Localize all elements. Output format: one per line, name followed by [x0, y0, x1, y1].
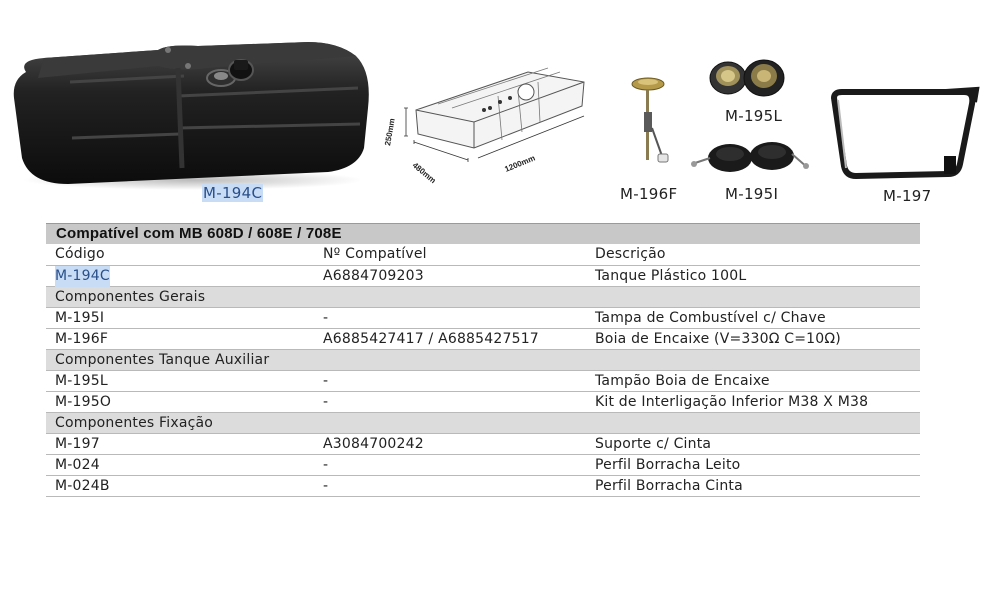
tank-dimension-diagram [378, 62, 604, 194]
fuel-tank-photo [8, 38, 374, 190]
tank-caption: M-194C [203, 184, 263, 202]
row-code: M-195O [55, 394, 112, 410]
section-label: Componentes Tanque Auxiliar [55, 352, 270, 368]
locking-cap-photo [688, 134, 812, 182]
row-compat: - [323, 394, 329, 410]
table-row [46, 455, 920, 476]
table-row [46, 371, 920, 392]
section-header [46, 413, 920, 434]
fuel-sender-photo [628, 72, 674, 182]
row-code: M-195I [55, 310, 105, 326]
section-label: Componentes Gerais [55, 289, 206, 305]
sender-caption: M-196F [620, 185, 678, 203]
row-desc: Kit de Interligação Inferior M38 X M38 [595, 394, 869, 410]
header-code: Código [55, 246, 105, 262]
diagram-height-label: 250mm [383, 117, 397, 147]
row-desc: Boia de Encaixe (V=330Ω C=10Ω) [595, 331, 841, 347]
diagram-depth-label: 480mm [410, 160, 438, 186]
table-row [46, 329, 920, 350]
row-desc: Tampa de Combustível c/ Chave [595, 310, 826, 326]
row-code: M-197 [55, 436, 100, 452]
row-desc: Tanque Plástico 100L [595, 268, 747, 284]
row-code: M-196F [55, 331, 109, 347]
section-header [46, 287, 920, 308]
row-desc: Tampão Boia de Encaixe [595, 373, 770, 389]
table-row [46, 266, 920, 287]
row-compat: A6885427417 / A6885427517 [323, 331, 539, 347]
row-code: M-194C [55, 266, 110, 287]
row-code: M-024B [55, 478, 110, 494]
cap-caption: M-195L [725, 107, 783, 125]
fuel-cap-photo [704, 52, 790, 102]
row-desc: Perfil Borracha Cinta [595, 478, 743, 494]
section-label: Componentes Fixação [55, 415, 214, 431]
row-desc: Suporte c/ Cinta [595, 436, 712, 452]
row-code: M-195L [55, 373, 108, 389]
diagram-length-label: 1200mm [503, 153, 537, 174]
table-row [46, 392, 920, 413]
row-compat: A3084700242 [323, 436, 424, 452]
table-row [46, 476, 920, 497]
table-title: Compatível com MB 608D / 608E / 708E [46, 223, 920, 244]
header-desc: Descrição [595, 246, 666, 262]
row-compat: - [323, 457, 329, 473]
bracket-photo [826, 84, 982, 184]
row-compat: - [323, 373, 329, 389]
bracket-caption: M-197 [883, 187, 932, 205]
row-compat: - [323, 310, 329, 326]
compatibility-table [46, 223, 920, 497]
table-header-row [46, 244, 920, 266]
section-header [46, 350, 920, 371]
row-compat: - [323, 478, 329, 494]
locking-cap-caption: M-195I [725, 185, 779, 203]
table-row [46, 308, 920, 329]
header-compat: Nº Compatível [323, 246, 427, 262]
row-desc: Perfil Borracha Leito [595, 457, 741, 473]
table-row [46, 434, 920, 455]
row-code: M-024 [55, 457, 100, 473]
row-compat: A6884709203 [323, 268, 424, 284]
